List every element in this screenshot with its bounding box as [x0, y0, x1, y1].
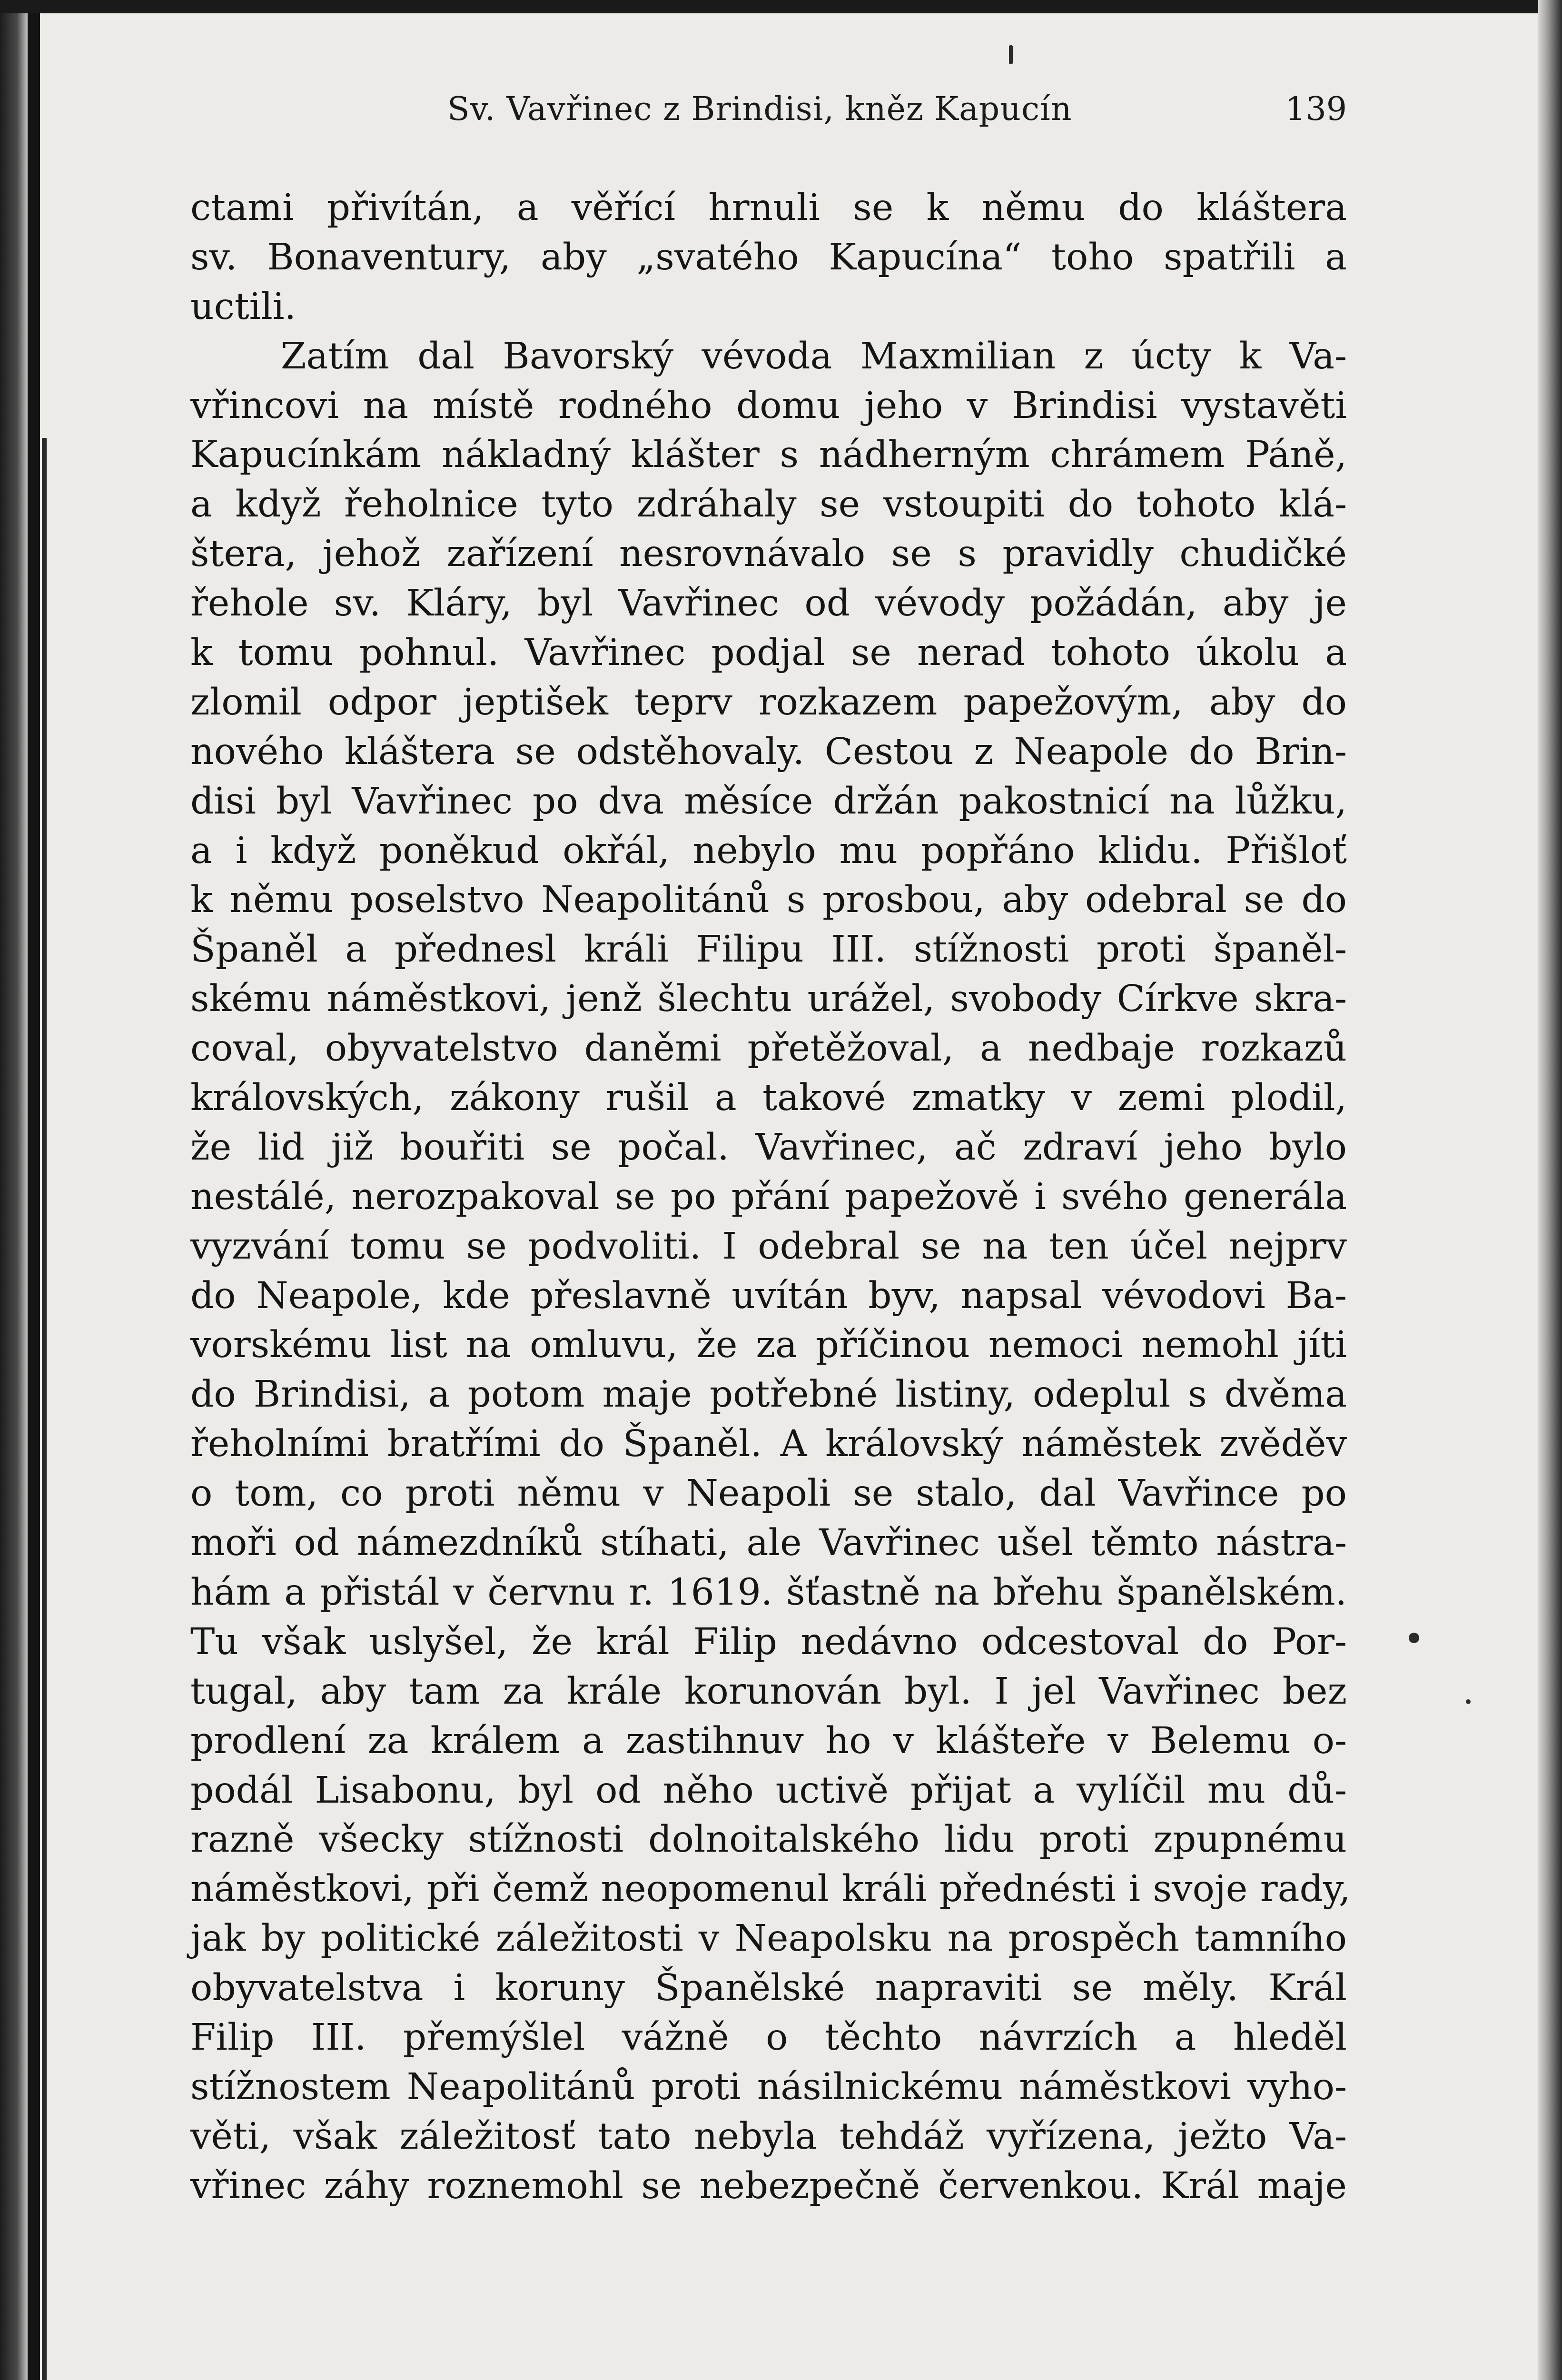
text-line: Španěl a přednesl králi Filipu III. stížnosti proti španěl- [190, 928, 1347, 971]
page-header [190, 90, 1347, 148]
right-edge [1538, 0, 1562, 2380]
text-line: tugal, aby tam za krále korunován byl. I jel Vavřinec bez [190, 1670, 1347, 1713]
running-head: Sv. Vavřinec z Brindisi, kněz Kapucín [447, 90, 1072, 128]
text-line: že lid již bouřiti se počal. Vavřinec, ač zdraví jeho bylo [190, 1126, 1347, 1169]
text-line: Kapucínkám nákladný klášter s nádherným chrámem Páně, [190, 434, 1347, 476]
text-line: Tu však uslyšel, že král Filip nedávno odcestoval do Por- [190, 1620, 1347, 1663]
text-line: prodlení za králem a zastihnuv ho v klášteře v Belemu o- [190, 1719, 1347, 1762]
text-line: a i když poněkud okřál, nebylo mu popřáno klidu. Přišloť [190, 829, 1347, 872]
text-line: ctami přivítán, a věřící hrnuli se k němu do kláštera [190, 187, 1347, 229]
scan-speck [1409, 1633, 1419, 1643]
text-line: věti, však záležitosť tato nebyla tehdáž vyřízena, ježto Va- [190, 2115, 1347, 2158]
text-line: nového kláštera se odstěhovaly. Cestou z Neapole do Brin- [190, 730, 1347, 773]
text-line: zlomil odpor jeptišek teprv rozkazem papežovým, aby do [190, 681, 1347, 724]
text-line: skému náměstkovi, jenž šlechtu urážel, svobody Církve skra- [190, 978, 1347, 1021]
text-line: Zatím dal Bavorský vévoda Maxmilian z úcty k Va- [281, 335, 1347, 377]
scan-speck [1009, 45, 1013, 64]
text-line: vyzvání tomu se podvoliti. I odebral se na ten účel nejprv [190, 1225, 1347, 1268]
text-line: hám a přistál v červnu r. 1619. šťastně na břehu španělském. [190, 1571, 1347, 1614]
text-line: disi byl Vavřinec po dva měsíce držán pakostnicí na lůžku, [190, 780, 1347, 823]
top-edge [0, 0, 1562, 13]
text-line: vřinec záhy roznemohl se nebezpečně červenkou. Král maje [190, 2164, 1347, 2207]
text-line: podál Lisabonu, byl od něho uctivě přijat a vylíčil mu dů- [190, 1769, 1347, 1812]
text-line: vorskému list na omluvu, že za příčinou nemoci nemohl jíti [190, 1324, 1347, 1367]
text-line: do Brindisi, a potom maje potřebné listiny, odeplul s dvěma [190, 1373, 1347, 1416]
text-line: coval, obyvatelstvo daněmi přetěžoval, a nedbaje rozkazů [190, 1027, 1347, 1070]
binding-edge-inner [42, 438, 47, 2380]
text-line: uctili. [190, 285, 297, 328]
binding-edge [28, 0, 40, 2380]
text-line: o tom, co proti němu v Neapoli se stalo, dal Vavřince po [190, 1472, 1347, 1515]
text-line: do Neapole, kde přeslavně uvítán byv, napsal vévodovi Ba- [190, 1274, 1347, 1317]
body-text [190, 183, 1351, 2211]
text-line: Filip III. přemýšlel vážně o těchto návrzích a hleděl [190, 2016, 1347, 2059]
text-line: vřincovi na místě rodného domu jeho v Brindisi vystavěti [190, 384, 1347, 427]
text-line: k tomu pohnul. Vavřinec podjal se nerad tohoto úkolu a [190, 632, 1347, 674]
text-line: královských, zákony rušil a takové zmatky v zemi plodil, [190, 1077, 1347, 1120]
text-line: stížnostem Neapolitánů proti násilnickému náměstkovi vyho- [190, 2065, 1347, 2108]
text-line: řehole sv. Kláry, byl Vavřinec od vévody požádán, aby je [190, 582, 1347, 625]
text-line: razně všecky stížnosti dolnoitalského lidu proti zpupnému [190, 1818, 1347, 1861]
text-line: štera, jehož zařízení nesrovnávalo se s pravidly chudičké [190, 533, 1347, 575]
scan-speck [1466, 1699, 1471, 1704]
text-line: náměstkovi, při čemž neopomenul králi přednésti i svoje rady, [190, 1868, 1351, 1911]
binding-shadow [0, 0, 29, 2380]
text-line: řeholními bratřími do Španěl. A královský náměstek zvěděv [190, 1423, 1347, 1466]
text-line: sv. Bonaventury, aby „svatého Kapucína“ toho spatřili a [190, 236, 1347, 278]
text-line: jak by politické záležitosti v Neapolsku na prospěch tamního [190, 1917, 1347, 1960]
text-line: a když řeholnice tyto zdráhaly se vstoupiti do tohoto klá- [190, 483, 1347, 526]
text-line: k němu poselstvo Neapolitánů s prosbou, aby odebral se do [190, 879, 1347, 922]
text-line: nestálé, nerozpakoval se po přání papežově i svého generála [190, 1175, 1347, 1218]
text-line: obyvatelstva i koruny Španělské napraviti se měly. Král [190, 1967, 1347, 2010]
text-line: moři od námezdníků stíhati, ale Vavřinec ušel těmto nástra- [190, 1522, 1347, 1565]
page-number: 139 [1285, 90, 1347, 128]
